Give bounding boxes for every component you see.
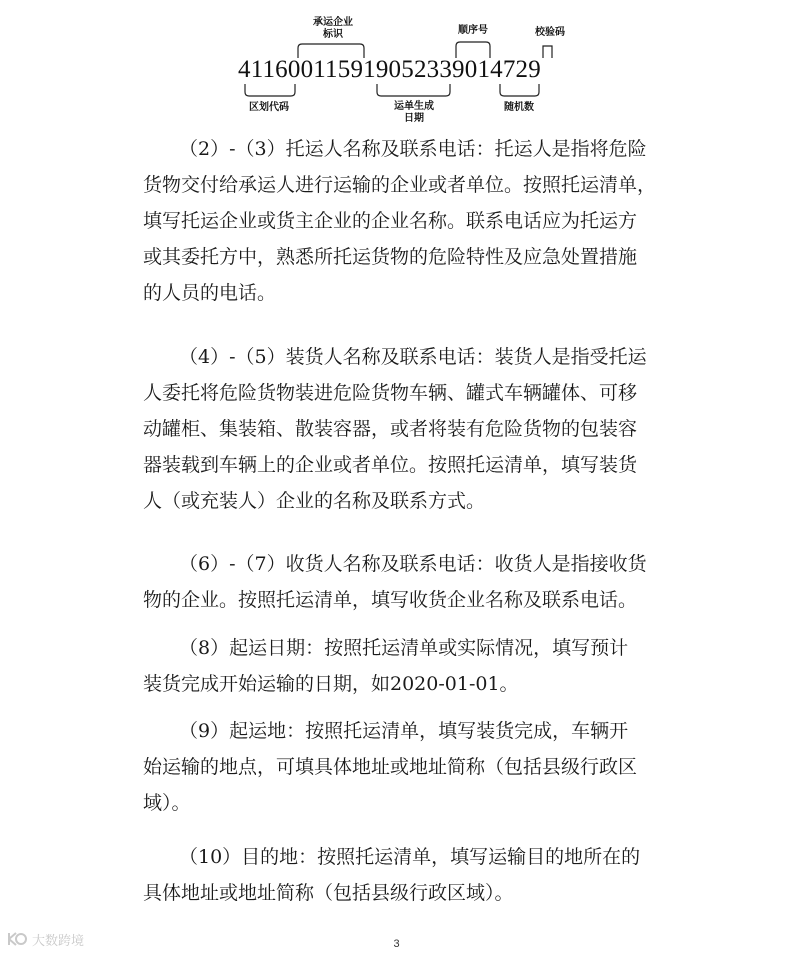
paragraph-line: 人委托将危险货物装进危险货物车辆、罐式车辆罐体、可移 xyxy=(143,382,638,404)
paragraph-line: 的人员的电话。 xyxy=(143,282,277,304)
paragraph-line: 人（或充装人）企业的名称及联系方式。 xyxy=(143,490,486,512)
paragraph-line: 或其委托方中，熟悉所托运货物的危险特性及应急处置措施 xyxy=(143,246,638,268)
waybill-date-label: 运单生成 日期 xyxy=(394,101,434,124)
watermark xyxy=(6,928,84,950)
random-bracket xyxy=(500,84,539,96)
paragraph-line: （9）起运地：按照托运清单，填写装货完成，车辆开 xyxy=(179,720,629,742)
paragraph-line: （8）起运日期：按照托运清单或实际情况，填写预计 xyxy=(179,637,629,659)
paragraph-line: （10）目的地：按照托运清单，填写运输目的地所在的 xyxy=(179,846,641,868)
check-code-label: 校验码 xyxy=(535,27,565,38)
paragraph-line: 动罐柜、集装箱、散装容器，或者将装有危险货物的包装容 xyxy=(143,418,638,440)
paragraph-line: 器装载到车辆上的企业或者单位。按照托运清单，填写装货 xyxy=(143,454,638,476)
paragraph-loader xyxy=(143,339,693,519)
page-number: 3 xyxy=(393,938,400,950)
watermark-text: 大数跨境 xyxy=(32,933,85,949)
carrier-id-label: 承运企业 标识 xyxy=(313,17,353,40)
paragraph-line: 填写托运企业或货主企业的企业名称。联系电话应为托运方 xyxy=(143,210,638,232)
paragraph-departure-date xyxy=(143,630,693,702)
paragraph-line: 装货完成开始运输的日期，如2020-01-01。 xyxy=(143,673,519,695)
sequence-label: 顺序号 xyxy=(458,25,488,36)
paragraph-line: 物的企业。按照托运清单，填写收货企业名称及联系电话。 xyxy=(143,589,638,611)
paragraph-line: 货物交付给承运人进行运输的企业或者单位。按照托运清单， xyxy=(143,174,657,196)
paragraph-line: 域）。 xyxy=(143,792,191,814)
waybill-date-bracket xyxy=(377,84,450,96)
waybill-code-diagram xyxy=(0,0,793,130)
paragraph-shipper xyxy=(143,131,693,311)
paragraph-line: （4）-（5）装货人名称及联系电话：装货人是指受托运 xyxy=(179,346,647,368)
watermark-logo-icon xyxy=(6,928,28,950)
paragraph-line: 具体地址或地址简称（包括县级行政区域）。 xyxy=(143,882,514,904)
paragraph-line: 始运输的地点，可填具体地址或地址简称（包括县级行政区 xyxy=(143,756,638,778)
paragraph-line: （2）-（3）托运人名称及联系电话：托运人是指将危险 xyxy=(179,138,647,160)
paragraph-destination xyxy=(143,839,693,911)
paragraph-consignee xyxy=(143,546,693,618)
waybill-code: 411600115919052339014729 xyxy=(238,56,541,83)
region-code-bracket xyxy=(245,84,295,96)
random-label: 随机数 xyxy=(504,102,534,113)
paragraph-origin xyxy=(143,713,693,821)
paragraph-line: （6）-（7）收货人名称及联系电话：收货人是指接收货 xyxy=(179,553,647,575)
region-code-label: 区划代码 xyxy=(249,102,289,113)
